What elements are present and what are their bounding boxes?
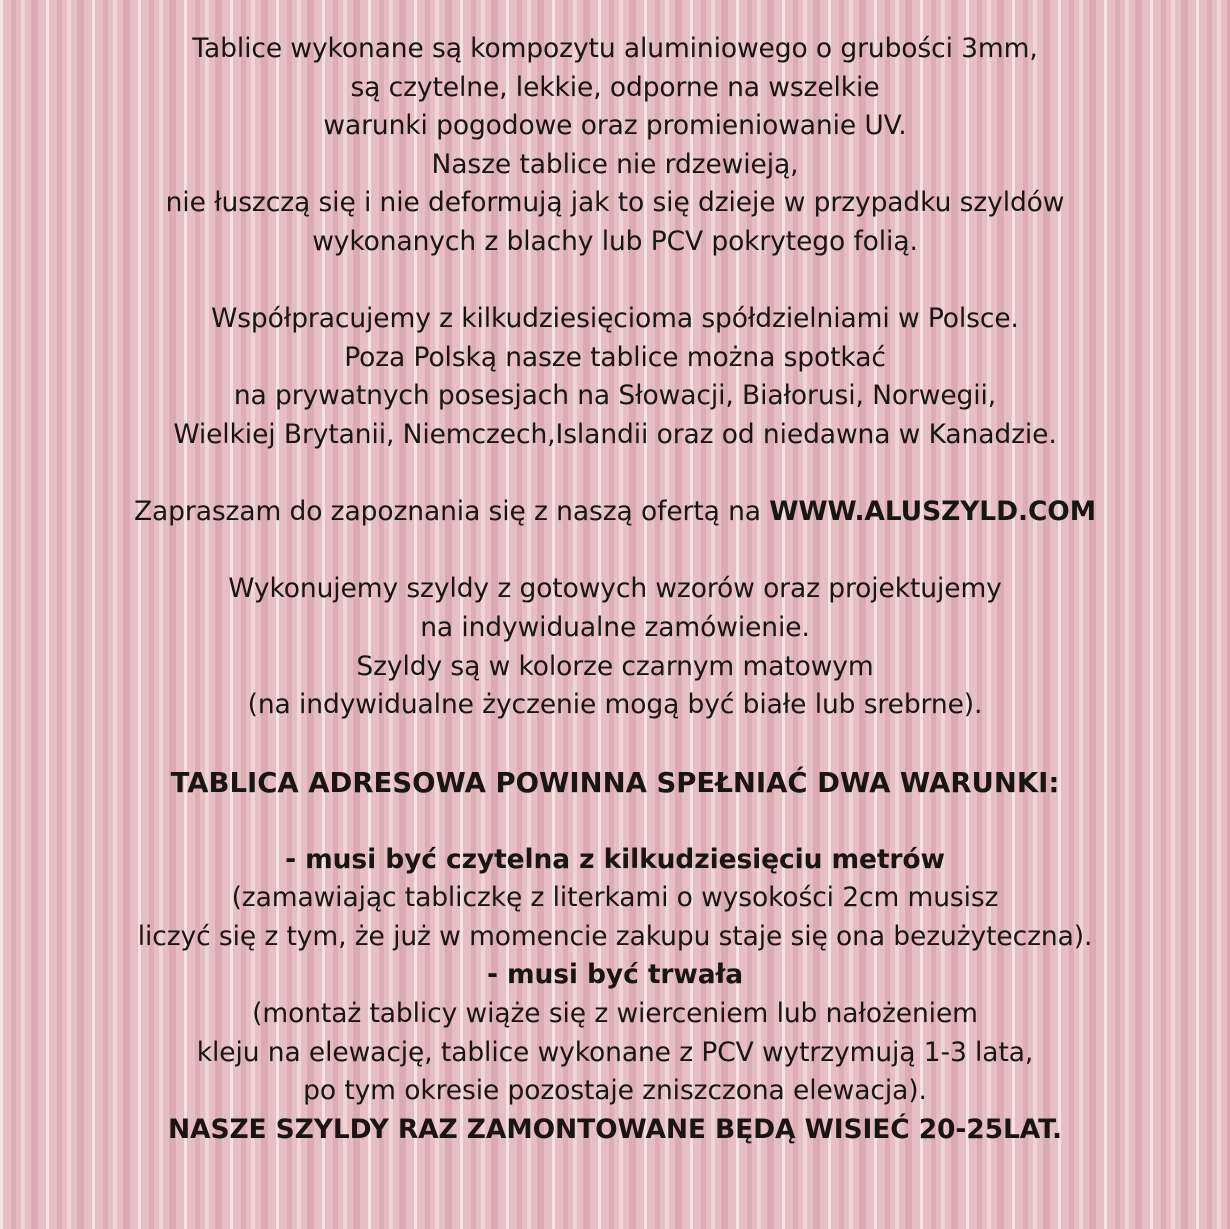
text-line: na prywatnych posesjach na Słowacji, Białorusi, Norwegii, (233, 380, 997, 412)
condition-readable (0, 841, 1230, 957)
condition-title: - musi być czytelna z kilkudziesięciu metrów (285, 843, 945, 875)
invite-text: Zapraszam do zapoznania się z naszą ofertą na (133, 496, 770, 528)
conditions-heading: TABLICA ADRESOWA POWINNA SPEŁNIAĆ DWA WARUNKI: (170, 766, 1060, 799)
text-line: na indywidualne zamówienie. (420, 611, 810, 643)
text-line: warunki pogodowe oraz promieniowanie UV. (323, 110, 907, 142)
text-line: Tablice wykonane są kompozytu aluminiowego o grubości 3mm, (192, 33, 1038, 64)
text-line: liczyć się z tym, że już w momencie zakupu staje się ona bezużyteczna). (137, 920, 1093, 952)
closing-statement: NASZE SZYLDY RAZ ZAMONTOWANE BĘDĄ WISIEĆ 20-25LAT. (167, 1113, 1063, 1145)
paragraph-cooperation (0, 300, 1230, 454)
text-line: są czytelne, lekkie, odporne na wszelkie (350, 71, 880, 103)
text-line: Współpracujemy z kilkudziesięcioma spółdzielniami w Polsce. (211, 303, 1019, 335)
condition-durable (0, 956, 1230, 1110)
text-line: (montaż tablicy wiąże się z wierceniem lub nałożeniem (252, 998, 978, 1030)
text-line: nie łuszczą się i nie deformują jak to się dzieje w przypadku szyldów (165, 187, 1065, 219)
text-line: Wykonujemy szyldy z gotowych wzorów oraz projektujemy (228, 573, 1002, 605)
website-link[interactable]: WWW.ALUSZYLD.COM (769, 496, 1096, 528)
paragraph-offer (0, 570, 1230, 724)
text-line: Nasze tablice nie rdzewieją, (431, 148, 799, 180)
text-line: Poza Polską nasze tablice można spotkać (344, 341, 886, 373)
paragraph-materials (0, 30, 1230, 262)
text-line: Wielkiej Brytanii, Niemczech,Islandii oraz od niedawna w Kanadzie. (173, 418, 1057, 450)
text-line: wykonanych z blachy lub PCV pokrytego folią. (312, 225, 918, 257)
text-line: (zamawiając tabliczkę z literkami o wysokości 2cm musisz (231, 882, 999, 914)
condition-title: - musi być trwała (486, 959, 744, 991)
text-line: Szyldy są w kolorze czarnym matowym (356, 650, 874, 682)
invite-line (0, 493, 1230, 532)
text-line: po tym okresie pozostaje zniszczona elewacja). (303, 1075, 927, 1107)
text-line: (na indywidualne życzenie mogą być białe lub srebrne). (247, 689, 983, 721)
info-text-block (0, 30, 1230, 1149)
text-line: kleju na elewację, tablice wykonane z PCV wytrzymują 1-3 lata, (196, 1036, 1034, 1068)
